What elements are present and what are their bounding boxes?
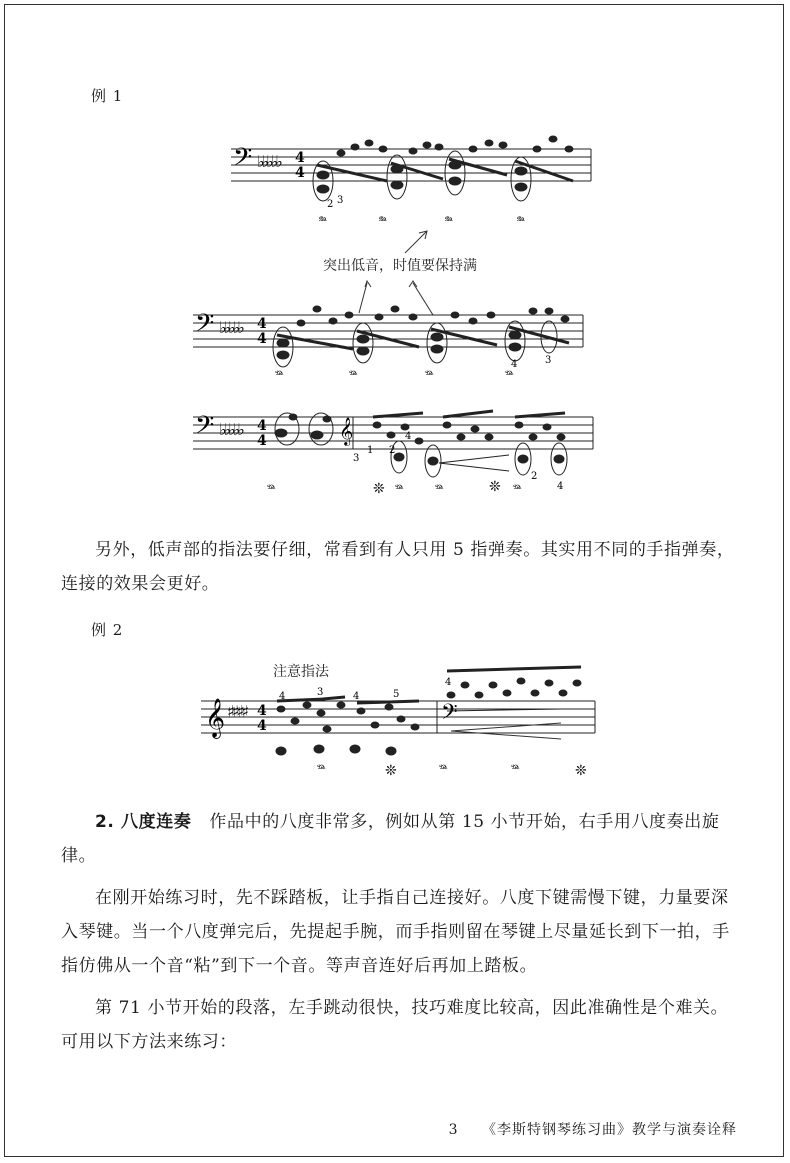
pedal-mark: 𝆮 xyxy=(439,762,448,777)
section-heading: 2. 八度连奏 xyxy=(95,812,192,832)
svg-text:4: 4 xyxy=(257,316,267,332)
fingering: 4 xyxy=(445,677,452,688)
pedal-mark: 𝆮 xyxy=(317,762,326,777)
key-flats: ♭♭♭♭♭ xyxy=(257,152,280,171)
pedal-mark: 𝆮 xyxy=(395,482,404,497)
pedal-mark: 𝆮 xyxy=(317,214,326,229)
music-staff-ex1-system3 xyxy=(193,395,603,499)
pedal-mark: 𝆮 xyxy=(425,368,434,383)
fingering: 3 xyxy=(337,195,344,206)
example-2-label: 例 2 xyxy=(91,621,124,639)
book-title: 《李斯特钢琴练习曲》教学与演奏诠释 xyxy=(482,1122,737,1138)
paragraph-octaves: 作品中的八度非常多，例如从第 15 小节开始，右手用八度奏出旋律。 xyxy=(61,812,720,866)
music-staff-ex2 xyxy=(201,659,605,781)
paragraph-practice-method: 在刚开始练习时，先不踩踏板，让手指自己连接好。八度下键需慢下键，力量要深入琴键。当一个八度弹完后，先提起手腕，而手指则留在琴键上尽量延长到下一拍，手指仿佛从一个音“粘”到下一个音。等声音连好后再加上踏板。 xyxy=(61,888,730,976)
svg-text:4: 4 xyxy=(257,718,267,734)
pedal-release-mark: ❊ xyxy=(373,481,385,497)
pedal-release-mark: ❊ xyxy=(575,763,587,779)
svg-text:4: 4 xyxy=(257,433,267,449)
music-staff-ex1-system2 xyxy=(193,287,593,387)
book-page xyxy=(4,4,784,1157)
annotation-fingering: 注意指法 xyxy=(273,664,329,680)
fingering: 4 xyxy=(405,431,412,442)
paragraph-bar-71: 第 71 小节开始的段落，左手跳动很快，技巧难度比较高，因此准确性是个难关。可用以下方法来练习： xyxy=(61,998,729,1052)
treble-clef: 𝄞 xyxy=(339,417,354,445)
key-flats: ♭♭♭♭♭ xyxy=(219,318,242,337)
key-sharps: ♯♯♯♯ xyxy=(227,702,246,721)
fingering: 4 xyxy=(511,359,518,370)
svg-text:𝄢: 𝄢 xyxy=(195,411,215,446)
music-staff-ex1-system1 xyxy=(231,123,601,235)
bass-clef: 𝄢 xyxy=(195,309,215,344)
fingering: 3 xyxy=(317,687,324,698)
paragraph-fingering-note: 另外，低声部的指法要仔细，常看到有人只用 5 指弹奏。其实用不同的手指弹奏，连接的效果会更好。 xyxy=(61,540,735,594)
fingering: 3 xyxy=(353,453,360,464)
pedal-mark: 𝆮 xyxy=(275,368,284,383)
pedal-mark: 𝆮 xyxy=(513,482,522,497)
fingering: 5 xyxy=(393,689,400,700)
svg-text:4: 4 xyxy=(257,703,267,719)
pedal-mark: 𝆮 xyxy=(349,368,358,383)
svg-text:4: 4 xyxy=(257,331,267,347)
fingering: 2 xyxy=(327,199,334,210)
svg-text:4: 4 xyxy=(257,418,267,434)
pedal-mark: 𝆮 xyxy=(377,214,386,229)
page-number: 3 xyxy=(448,1122,459,1138)
fingering: 1 xyxy=(367,445,374,456)
pedal-mark: 𝆮 xyxy=(515,214,524,229)
annotation-bass-emphasis: 突出低音，时值要保持满 xyxy=(323,258,477,274)
pedal-mark: 𝆮 xyxy=(443,214,452,229)
pedal-release-mark: ❊ xyxy=(489,479,501,495)
page-footer xyxy=(449,1119,737,1139)
fingering: 2 xyxy=(531,471,538,482)
fingering: 2 xyxy=(389,445,396,456)
fingering: 4 xyxy=(557,481,564,492)
fingering: 4 xyxy=(279,691,286,702)
svg-text:♭♭♭♭♭: ♭♭♭♭♭ xyxy=(219,420,242,439)
pedal-mark: 𝆮 xyxy=(511,762,520,777)
fingering: 4 xyxy=(353,691,360,702)
time-sig-num: 4 xyxy=(295,150,305,166)
pedal-mark: 𝆮 xyxy=(505,368,514,383)
pedal-mark: 𝆮 xyxy=(435,482,444,497)
example-1-label: 例 1 xyxy=(91,87,124,105)
pedal-release-mark: ❊ xyxy=(385,763,397,779)
pedal-mark: 𝆮 xyxy=(267,482,276,497)
section-octave-legato xyxy=(61,805,741,873)
treble-clef: 𝄞 xyxy=(205,698,226,738)
time-sig-den: 4 xyxy=(295,165,305,181)
bass-clef: 𝄢 xyxy=(233,143,253,178)
bass-clef: 𝄢 xyxy=(441,700,458,730)
fingering: 3 xyxy=(545,355,552,366)
